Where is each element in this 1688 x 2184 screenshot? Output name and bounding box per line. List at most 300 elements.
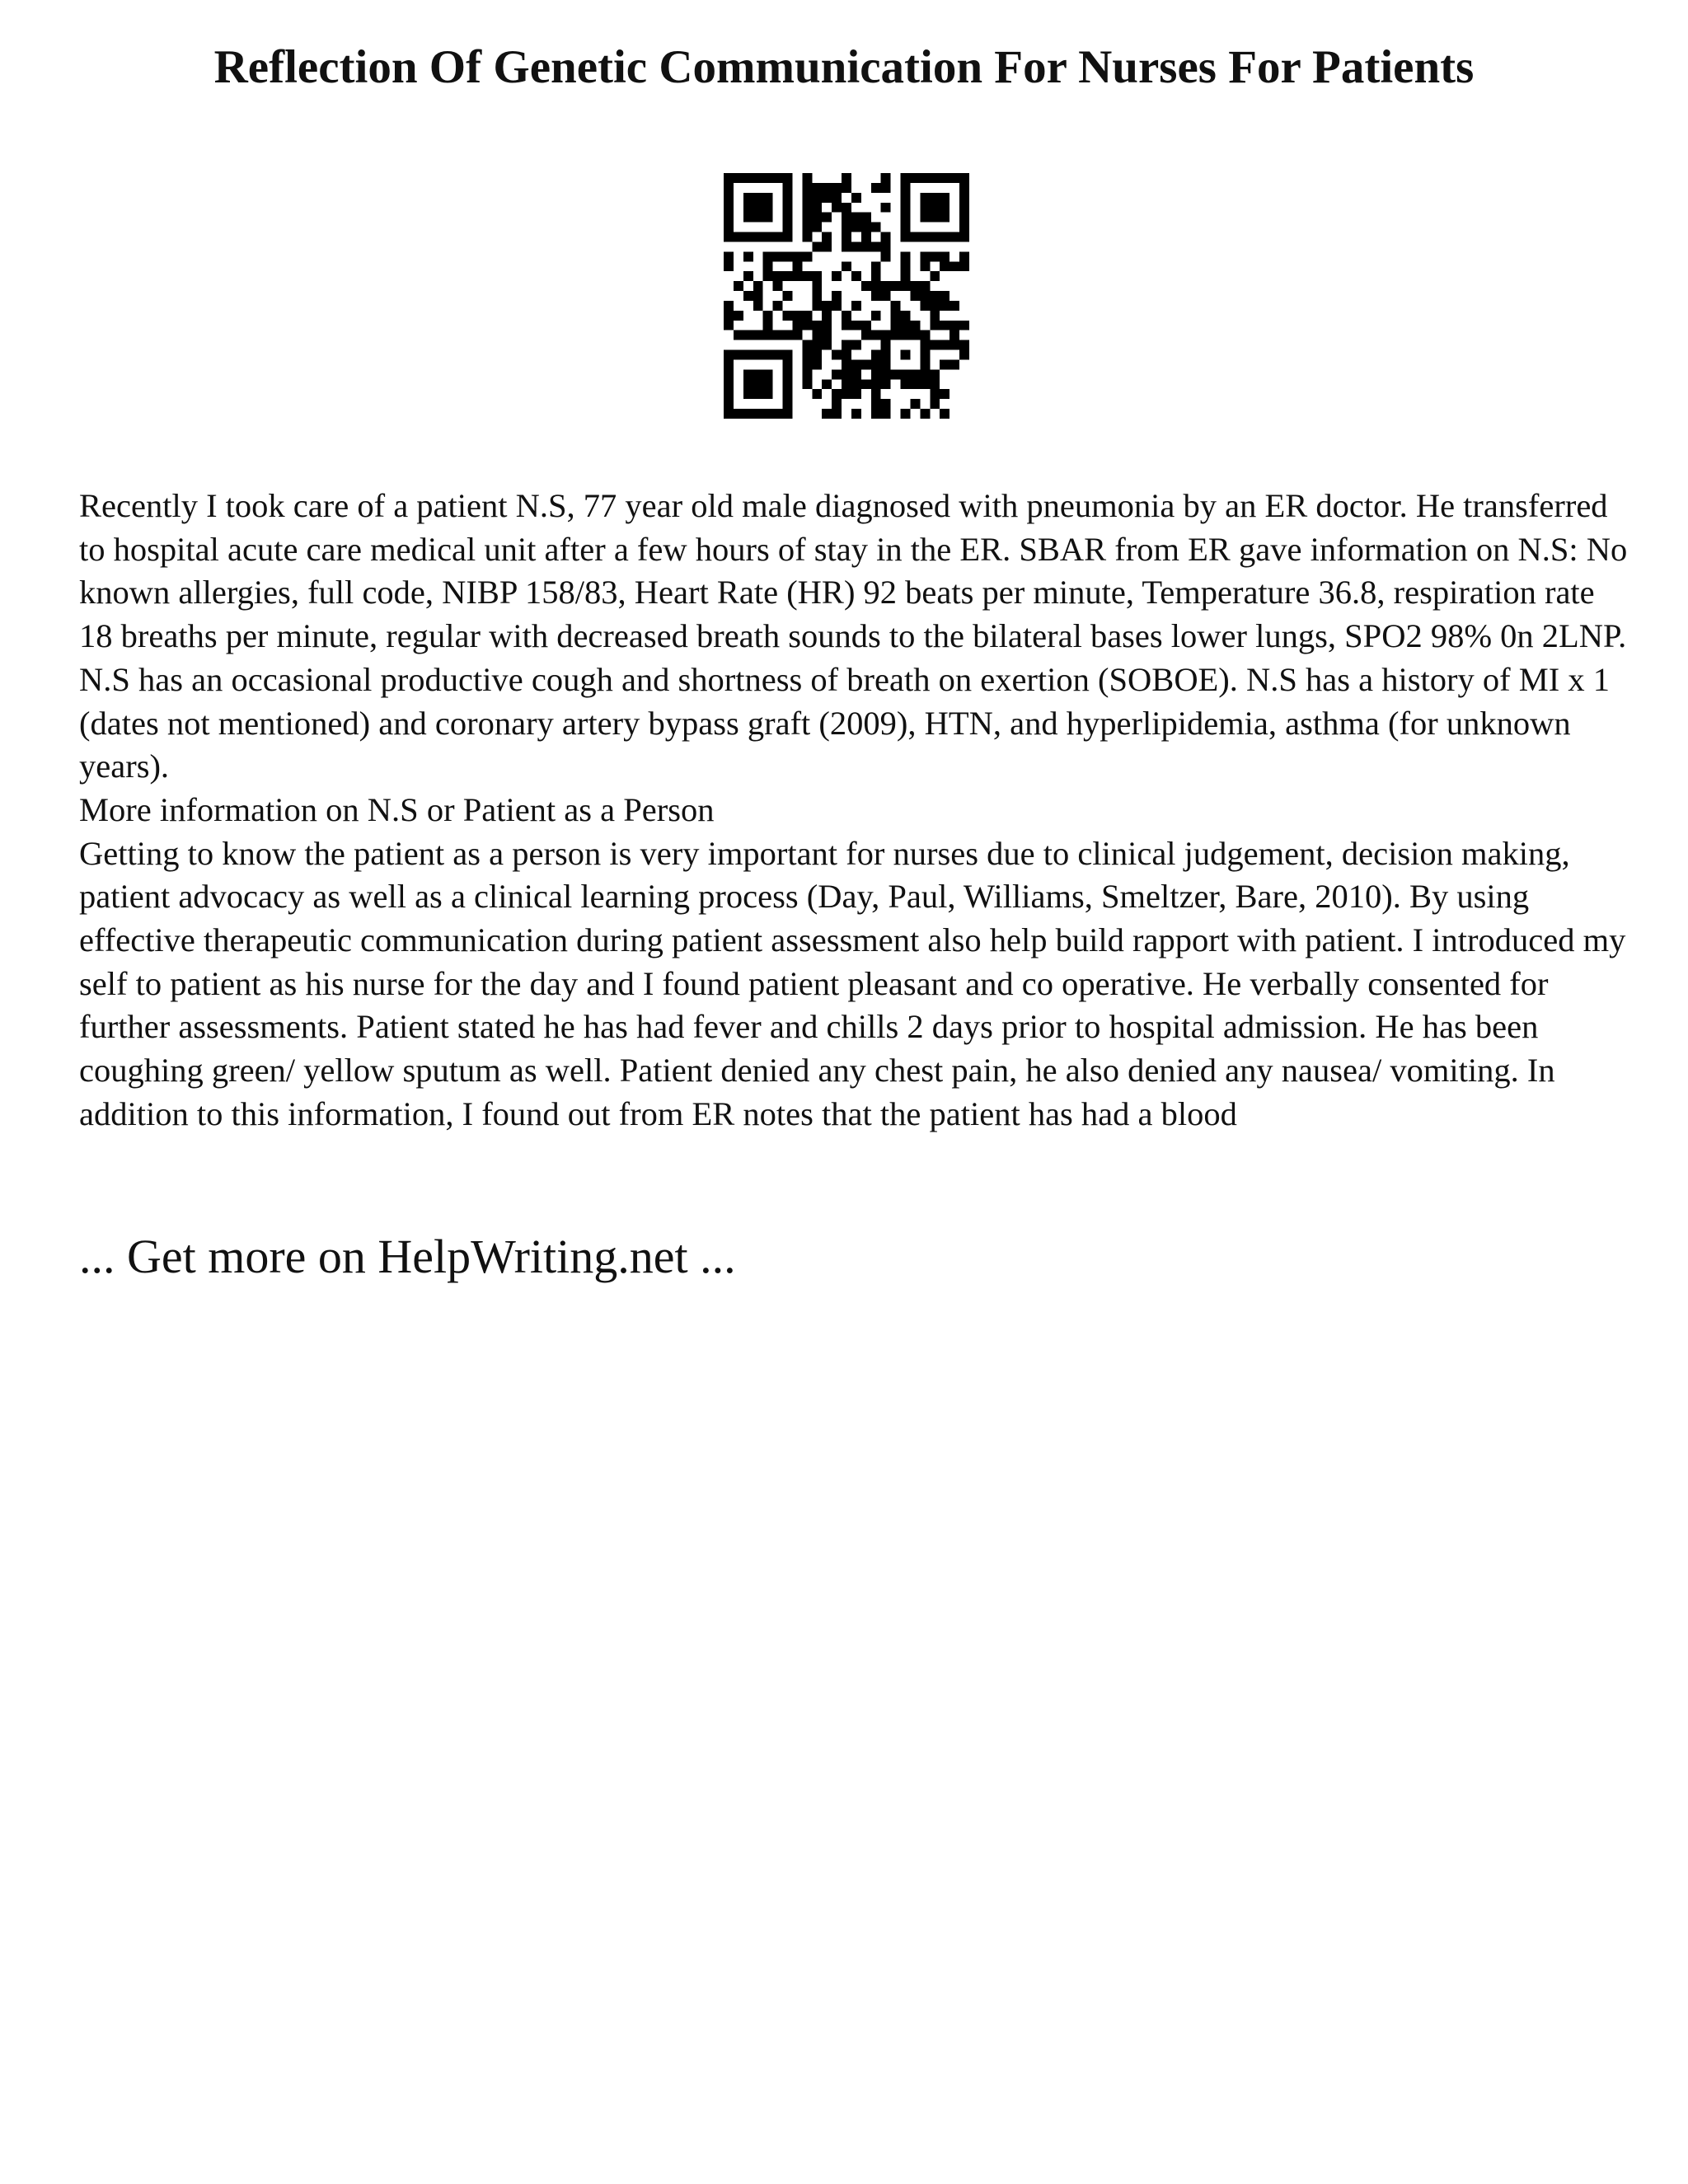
- qr-module: [881, 241, 891, 251]
- qr-module: [871, 183, 881, 193]
- qr-module: [851, 223, 861, 232]
- qr-module: [881, 330, 891, 340]
- qr-module: [842, 369, 851, 379]
- qr-module: [901, 232, 911, 242]
- document-title: Reflection Of Genetic Communication For Nurses For Patients: [213, 41, 1475, 93]
- qr-module: [901, 369, 911, 379]
- qr-module: [783, 359, 793, 369]
- qr-module: [812, 281, 822, 291]
- qr-module: [802, 223, 812, 232]
- qr-module: [881, 340, 891, 350]
- qr-module: [822, 321, 832, 330]
- qr-module: [753, 301, 763, 311]
- qr-module: [930, 251, 940, 261]
- qr-module: [910, 369, 920, 379]
- qr-module: [724, 399, 734, 409]
- qr-module: [802, 359, 812, 369]
- qr-module: [724, 350, 734, 360]
- qr-module: [930, 291, 940, 301]
- qr-module: [802, 350, 812, 360]
- qr-module: [851, 340, 861, 350]
- qr-module: [763, 369, 773, 379]
- qr-module: [930, 232, 940, 242]
- qr-module: [871, 379, 881, 389]
- qr-module: [901, 281, 911, 291]
- qr-module: [842, 359, 851, 369]
- qr-module: [724, 173, 734, 183]
- qr-module: [822, 213, 832, 223]
- qr-module: [901, 409, 911, 419]
- qr-module: [851, 389, 861, 399]
- qr-module: [822, 232, 832, 242]
- qr-module: [920, 330, 930, 340]
- qr-module: [910, 173, 920, 183]
- qr-module: [743, 251, 753, 261]
- qr-module: [832, 389, 842, 399]
- qr-module: [753, 389, 763, 399]
- qr-module: [743, 369, 753, 379]
- qr-module: [724, 213, 734, 223]
- qr-module: [724, 203, 734, 213]
- qr-module: [920, 350, 930, 360]
- qr-module: [832, 350, 842, 360]
- qr-module: [842, 223, 851, 232]
- qr-module: [753, 203, 763, 213]
- qr-module: [734, 281, 743, 291]
- qr-module: [901, 311, 911, 321]
- qr-module: [724, 183, 734, 193]
- qr-module: [901, 173, 911, 183]
- qr-module: [940, 291, 950, 301]
- qr-module: [842, 350, 851, 360]
- qr-module: [901, 183, 911, 193]
- qr-module: [743, 203, 753, 213]
- qr-module: [773, 271, 783, 281]
- qr-module: [950, 340, 959, 350]
- qr-module: [930, 301, 940, 311]
- qr-module: [901, 203, 911, 213]
- qr-module: [743, 213, 753, 223]
- qr-module: [773, 251, 783, 261]
- qr-module: [851, 213, 861, 223]
- qr-module: [842, 213, 851, 223]
- qr-module: [959, 261, 969, 271]
- qr-module: [842, 203, 851, 213]
- qr-module: [822, 311, 832, 321]
- qr-module: [920, 203, 930, 213]
- qr-module: [724, 389, 734, 399]
- qr-module: [950, 321, 959, 330]
- qr-module: [930, 271, 940, 281]
- qr-module: [940, 193, 950, 203]
- qr-module: [950, 330, 959, 340]
- qr-module: [773, 330, 783, 340]
- qr-module: [901, 350, 911, 360]
- qr-module: [802, 193, 812, 203]
- qr-module: [743, 379, 753, 389]
- qr-module: [959, 183, 969, 193]
- qr-module: [871, 359, 881, 369]
- qr-module: [763, 330, 773, 340]
- qr-module: [753, 350, 763, 360]
- qr-module: [792, 271, 802, 281]
- qr-module: [842, 183, 851, 193]
- qr-module: [753, 291, 763, 301]
- qr-module: [920, 251, 930, 261]
- qr-module: [930, 389, 940, 399]
- qr-module: [792, 251, 802, 261]
- qr-module: [724, 223, 734, 232]
- qr-module: [802, 213, 812, 223]
- qr-module: [851, 409, 861, 419]
- qr-module: [959, 350, 969, 360]
- qr-module: [812, 203, 822, 213]
- qr-module: [753, 281, 763, 291]
- qr-module: [832, 193, 842, 203]
- qr-module: [891, 301, 901, 311]
- qr-module: [763, 321, 773, 330]
- qr-module: [881, 399, 891, 409]
- qr-module: [822, 193, 832, 203]
- qr-module: [734, 311, 743, 321]
- qr-module: [763, 261, 773, 271]
- qr-module: [920, 281, 930, 291]
- qr-module: [783, 369, 793, 379]
- qr-module: [802, 173, 812, 183]
- qr-module: [832, 183, 842, 193]
- qr-module: [724, 261, 734, 271]
- qr-module: [802, 203, 812, 213]
- qr-module: [891, 369, 901, 379]
- qr-module: [851, 321, 861, 330]
- document-body: [79, 485, 1629, 1137]
- qr-module: [734, 350, 743, 360]
- qr-module: [940, 301, 950, 311]
- qr-module: [871, 281, 881, 291]
- qr-module: [861, 232, 871, 242]
- qr-module: [822, 183, 832, 193]
- qr-module: [861, 359, 871, 369]
- qr-module: [920, 261, 930, 271]
- qr-module: [940, 251, 950, 261]
- qr-module: [871, 350, 881, 360]
- qr-module: [783, 330, 793, 340]
- qr-module: [871, 223, 881, 232]
- qr-module: [910, 379, 920, 389]
- qr-module: [910, 321, 920, 330]
- qr-module: [763, 251, 773, 261]
- qr-module: [901, 213, 911, 223]
- qr-module: [861, 213, 871, 223]
- qr-module: [950, 301, 959, 311]
- qr-module: [724, 311, 734, 321]
- qr-module: [851, 359, 861, 369]
- qr-module: [812, 389, 822, 399]
- qr-module: [930, 340, 940, 350]
- paragraph-patient-summary: Recently I took care of a patient N.S, 77 year old male diagnosed with pneumonia by an ER doctor. He transferred to hospital acute care medical unit after a few hours of stay in the ER. SBAR from ER gave information on N.S: No known allergies, full code, NIBP 158/83, Heart Rate (HR) 92 beats per minute, Temperature 36.8, respiration rate 18 breaths per minute, regular with decreased breath sounds to the bilateral bases lower lungs, SPO2 98% 0n 2LNP. N.S has an occasional productive cough and shortness of breath on exertion (SOBOE). N.S has a history of MI x 1 (dates not mentioned) and coronary artery bypass graft (2009), HTN, and hyperlipidemia, asthma (for unknown years).: [79, 487, 1628, 785]
- qr-module: [743, 193, 753, 203]
- qr-module: [861, 223, 871, 232]
- qr-module: [783, 213, 793, 223]
- qr-module: [930, 311, 940, 321]
- qr-module: [930, 173, 940, 183]
- qr-module: [724, 301, 734, 311]
- qr-module: [959, 251, 969, 261]
- qr-module: [871, 291, 881, 301]
- qr-module: [743, 291, 753, 301]
- qr-module: [871, 389, 881, 399]
- qr-module: [881, 291, 891, 301]
- qr-module: [812, 271, 822, 281]
- qr-module: [812, 213, 822, 223]
- qr-module: [724, 409, 734, 419]
- qr-module: [851, 193, 861, 203]
- qr-module: [822, 301, 832, 311]
- qr-module: [940, 409, 950, 419]
- qr-module: [910, 232, 920, 242]
- qr-module: [753, 232, 763, 242]
- qr-module: [773, 350, 783, 360]
- qr-module: [812, 193, 822, 203]
- qr-module: [871, 271, 881, 281]
- qr-module: [724, 369, 734, 379]
- qr-module: [763, 311, 773, 321]
- qr-module: [822, 241, 832, 251]
- qr-module: [881, 232, 891, 242]
- qr-module: [783, 379, 793, 389]
- qr-module: [802, 311, 812, 321]
- qr-module: [901, 321, 911, 330]
- qr-module: [792, 261, 802, 271]
- paragraph-patient-as-person: Getting to know the patient as a person is very important for nurses due to clinical judgement, decision making, patient advocacy as well as a clinical learning process (Day, Paul, Williams, Smeltzer, Bare, 2010). By using effective therapeutic communication during patient assessment also help build rapport with patient. I introduced my self to patient as his nurse for the day and I found patient pleasant and co operative. He verbally consented for further assessments. Patient stated he has had fever and chills 2 days prior to hospital admission. He has been coughing green/ yellow sputum as well. Patient denied any chest pain, he also denied any nausea/ vomiting. In addition to this information, I found out from ER notes that the patient has had a blood: [79, 834, 1626, 1132]
- qr-module: [763, 232, 773, 242]
- qr-module: [822, 379, 832, 389]
- qr-module: [753, 173, 763, 183]
- qr-module: [832, 369, 842, 379]
- qr-module: [753, 379, 763, 389]
- qr-module: [871, 399, 881, 409]
- qr-module: [783, 389, 793, 399]
- qr-module: [743, 389, 753, 399]
- qr-module: [832, 399, 842, 409]
- qr-module: [881, 379, 891, 389]
- qr-module: [881, 203, 891, 213]
- qr-module: [940, 340, 950, 350]
- qr-module: [881, 281, 891, 291]
- qr-module: [802, 183, 812, 193]
- qr-module: [783, 409, 793, 419]
- qr-module: [773, 173, 783, 183]
- qr-module: [940, 203, 950, 213]
- qr-module: [891, 311, 901, 321]
- qr-module: [743, 173, 753, 183]
- qr-module: [842, 173, 851, 183]
- qr-module: [940, 173, 950, 183]
- qr-module: [920, 213, 930, 223]
- qr-module: [891, 321, 901, 330]
- qr-module: [842, 232, 851, 242]
- qr-module: [763, 271, 773, 281]
- qr-module: [861, 330, 871, 340]
- qr-module: [959, 213, 969, 223]
- qr-module: [734, 232, 743, 242]
- qr-module: [920, 193, 930, 203]
- qr-module: [881, 183, 891, 193]
- qr-module: [901, 223, 911, 232]
- qr-module: [871, 261, 881, 271]
- qr-module: [812, 321, 822, 330]
- qr-module: [871, 241, 881, 251]
- qr-module: [812, 183, 822, 193]
- qr-module: [950, 261, 959, 271]
- qr-module: [812, 241, 822, 251]
- qr-module: [920, 409, 930, 419]
- qr-module: [812, 223, 822, 232]
- qr-module: [802, 379, 812, 389]
- qr-module: [901, 193, 911, 203]
- qr-module: [743, 271, 753, 281]
- qr-module: [763, 389, 773, 399]
- qr-module: [822, 340, 832, 350]
- qr-module: [783, 193, 793, 203]
- qr-module: [802, 251, 812, 261]
- qr-module: [753, 330, 763, 340]
- qr-module: [783, 291, 793, 301]
- qr-module: [871, 311, 881, 321]
- qr-module: [773, 281, 783, 291]
- qr-module: [871, 330, 881, 340]
- qr-module: [940, 261, 950, 271]
- qr-module: [930, 379, 940, 389]
- qr-module: [959, 203, 969, 213]
- qr-module: [920, 291, 930, 301]
- qr-module: [861, 321, 871, 330]
- qr-module: [753, 409, 763, 419]
- qr-module: [763, 173, 773, 183]
- qr-module: [881, 409, 891, 419]
- qr-module: [743, 232, 753, 242]
- qr-module: [842, 389, 851, 399]
- qr-module: [881, 350, 891, 360]
- qr-module: [910, 281, 920, 291]
- qr-module: [950, 173, 959, 183]
- qr-module: [812, 350, 822, 360]
- qr-module: [802, 321, 812, 330]
- qr-module: [724, 251, 734, 261]
- qr-module: [901, 330, 911, 340]
- section-heading: More information on N.S or Patient as a Person: [79, 790, 715, 828]
- qr-module: [881, 369, 891, 379]
- qr-module: [891, 330, 901, 340]
- qr-module: [842, 321, 851, 330]
- qr-module: [920, 379, 930, 389]
- qr-module: [910, 399, 920, 409]
- qr-module: [930, 369, 940, 379]
- qr-module: [802, 271, 812, 281]
- qr-module: [832, 291, 842, 301]
- qr-module: [920, 301, 930, 311]
- qr-module: [920, 369, 930, 379]
- qr-module: [842, 311, 851, 321]
- qr-code-icon: [724, 173, 969, 419]
- qr-module: [959, 321, 969, 330]
- qr-module: [861, 281, 871, 291]
- qr-module: [802, 340, 812, 350]
- qr-module: [842, 340, 851, 350]
- qr-module: [940, 389, 950, 399]
- qr-module: [802, 232, 812, 242]
- qr-module: [792, 321, 802, 330]
- qr-module: [920, 340, 930, 350]
- qr-module: [959, 193, 969, 203]
- qr-module: [920, 173, 930, 183]
- qr-module: [743, 330, 753, 340]
- qr-module: [783, 251, 793, 261]
- qr-module: [783, 311, 793, 321]
- qr-module: [930, 203, 940, 213]
- qr-module: [812, 359, 822, 369]
- qr-module: [743, 350, 753, 360]
- qr-module: [851, 301, 861, 311]
- qr-module: [930, 193, 940, 203]
- qr-module: [812, 340, 822, 350]
- qr-module: [832, 271, 842, 281]
- qr-module: [959, 173, 969, 183]
- qr-module: [724, 379, 734, 389]
- qr-module: [910, 330, 920, 340]
- qr-module: [881, 359, 891, 369]
- qr-module: [743, 409, 753, 419]
- qr-module: [901, 261, 911, 271]
- qr-module: [724, 193, 734, 203]
- qr-module: [832, 409, 842, 419]
- qr-module: [940, 321, 950, 330]
- qr-module: [783, 271, 793, 281]
- qr-module: [783, 203, 793, 213]
- qr-module: [763, 409, 773, 419]
- qr-module: [792, 311, 802, 321]
- qr-module: [783, 399, 793, 409]
- qr-module: [920, 359, 930, 369]
- qr-module: [940, 232, 950, 242]
- qr-module: [812, 291, 822, 301]
- qr-module: [930, 213, 940, 223]
- qr-module: [871, 409, 881, 419]
- qr-module: [851, 241, 861, 251]
- qr-module: [753, 193, 763, 203]
- qr-module: [763, 193, 773, 203]
- qr-module: [763, 213, 773, 223]
- qr-module: [822, 409, 832, 419]
- qr-module: [851, 369, 861, 379]
- qr-module: [959, 340, 969, 350]
- qr-module: [734, 409, 743, 419]
- qr-module: [861, 379, 871, 389]
- qr-module: [930, 399, 940, 409]
- qr-module: [959, 232, 969, 242]
- get-more-link[interactable]: ... Get more on HelpWriting.net ...: [79, 1230, 736, 1283]
- qr-module: [832, 203, 842, 213]
- qr-module: [763, 379, 773, 389]
- qr-module: [783, 223, 793, 232]
- qr-module: [950, 359, 959, 369]
- qr-module: [773, 409, 783, 419]
- qr-module: [871, 369, 881, 379]
- qr-module: [724, 359, 734, 369]
- qr-module: [724, 232, 734, 242]
- qr-module: [920, 232, 930, 242]
- qr-module: [901, 271, 911, 281]
